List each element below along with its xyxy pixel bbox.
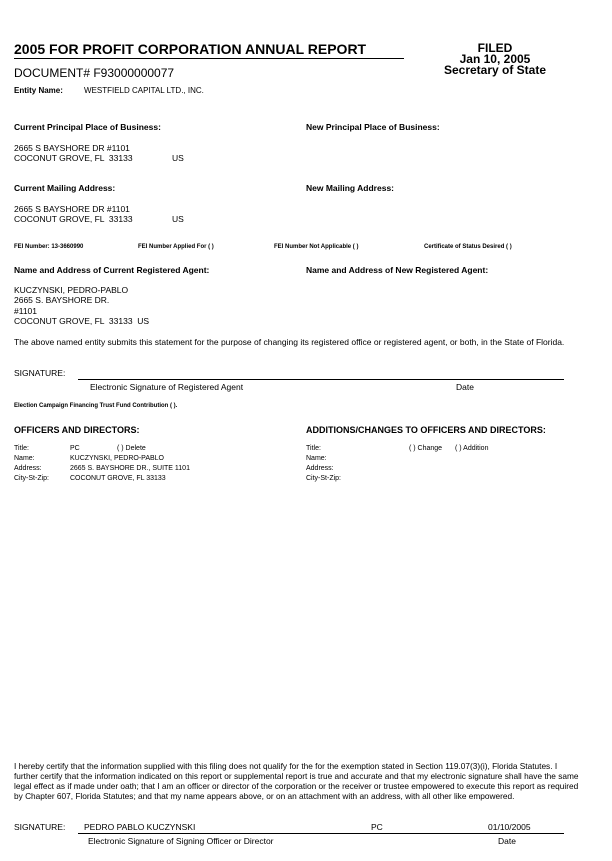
change-option: ( ) Change — [409, 445, 443, 452]
agent-name: KUCZYNSKI, PEDRO-PABLO — [14, 285, 129, 295]
entity-name-label: Entity Name: — [14, 86, 63, 95]
officer-delete: ( ) Delete — [117, 445, 146, 452]
current-agent-label: Name and Address of Current Registered Agent: — [14, 265, 210, 275]
change-address-label: Address: — [306, 465, 334, 472]
officer-title-label: Title: — [14, 445, 29, 452]
officer-signature-name: PEDRO PABLO KUCZYNSKI — [84, 822, 196, 832]
addition-option: ( ) Addition — [455, 445, 489, 452]
agent-address-line2: #1101 — [14, 306, 38, 316]
agent-statement: The above named entity submits this statement for the purpose of changing its registered office or registered agent, or both, in the State of Florida. — [14, 337, 565, 347]
title-underline — [14, 58, 404, 59]
fei-not-applicable: FEI Number Not Applicable ( ) — [274, 244, 359, 250]
officer-address: 2665 S. BAYSHORE DR., SUITE 1101 — [70, 465, 190, 472]
officer-signature-title: PC — [371, 822, 383, 832]
principal-address-country: US — [172, 153, 184, 163]
new-principal-label: New Principal Place of Business: — [306, 122, 440, 132]
officer-signature-date: 01/10/2005 — [488, 822, 531, 832]
officers-heading: OFFICERS AND DIRECTORS: — [14, 425, 140, 435]
fei-applied-for: FEI Number Applied For ( ) — [138, 244, 214, 250]
agent-address-line3: COCONUT GROVE, FL 33133 US — [14, 316, 150, 326]
principal-address-line2: COCONUT GROVE, FL 33133 — [14, 153, 133, 163]
officer-signature-line — [78, 833, 564, 834]
new-agent-label: Name and Address of New Registered Agent: — [306, 265, 489, 275]
officer-title: PC — [70, 445, 80, 452]
change-title-label: Title: — [306, 445, 321, 452]
election-campaign-contribution: Election Campaign Financing Trust Fund Contribution ( ). — [14, 403, 178, 409]
agent-signature-caption: Electronic Signature of Registered Agent — [90, 382, 244, 392]
officer-city-label: City-St-Zip: — [14, 475, 49, 482]
agent-signature-label: SIGNATURE: — [14, 368, 66, 378]
agent-address-line1: 2665 S. BAYSHORE DR. — [14, 295, 110, 305]
certification-statement: I hereby certify that the information supplied with this filing does not qualify for the for the exemption stated in Section 119.07(3)(i), Florida Statutes. I further certify that the information indicated on this report or supplemental report is true and accurate and that my electronic signature shall have the same legal effect as if made under oath; that I am an officer or director of the corporation or the receiver or trustee empowered to execute this report as required by Chapter 607, Florida Statutes; and that my name appears above, or on an attachment with an address, with all other like empowered. — [14, 761, 579, 801]
mailing-address-country: US — [172, 214, 184, 224]
certificate-of-status: Certificate of Status Desired ( ) — [424, 244, 512, 250]
entity-name-value: WESTFIELD CAPITAL LTD., INC. — [84, 86, 204, 95]
filed-label: FILED — [477, 41, 513, 55]
mailing-address-line1: 2665 S BAYSHORE DR #1101 — [14, 204, 130, 214]
current-principal-label: Current Principal Place of Business: — [14, 122, 161, 132]
officer-address-label: Address: — [14, 465, 42, 472]
document-number: DOCUMENT# F93000000077 — [14, 66, 175, 80]
new-mailing-label: New Mailing Address: — [306, 183, 395, 193]
fei-number: FEI Number: 13-3660990 — [14, 244, 84, 250]
filed-by: Secretary of State — [443, 63, 547, 77]
changes-heading: ADDITIONS/CHANGES TO OFFICERS AND DIRECTORS: — [306, 425, 546, 435]
officer-date-caption: Date — [498, 836, 516, 846]
officer-name-label: Name: — [14, 455, 35, 462]
officer-name: KUCZYNSKI, PEDRO-PABLO — [70, 455, 165, 462]
change-city-label: City-St-Zip: — [306, 475, 341, 482]
mailing-address-line2: COCONUT GROVE, FL 33133 — [14, 214, 133, 224]
officer-signature-label: SIGNATURE: — [14, 822, 66, 832]
officer-city: COCONUT GROVE, FL 33133 — [70, 475, 166, 482]
change-name-label: Name: — [306, 455, 327, 462]
filed-date: Jan 10, 2005 — [459, 52, 531, 66]
agent-date-caption: Date — [456, 382, 474, 392]
officer-signature-caption: Electronic Signature of Signing Officer or Director — [88, 836, 274, 846]
filed-stamp — [430, 43, 560, 76]
principal-address-line1: 2665 S BAYSHORE DR #1101 — [14, 143, 130, 153]
report-title: 2005 FOR PROFIT CORPORATION ANNUAL REPORT — [14, 41, 367, 57]
current-mailing-label: Current Mailing Address: — [14, 183, 116, 193]
agent-signature-line — [78, 379, 564, 380]
